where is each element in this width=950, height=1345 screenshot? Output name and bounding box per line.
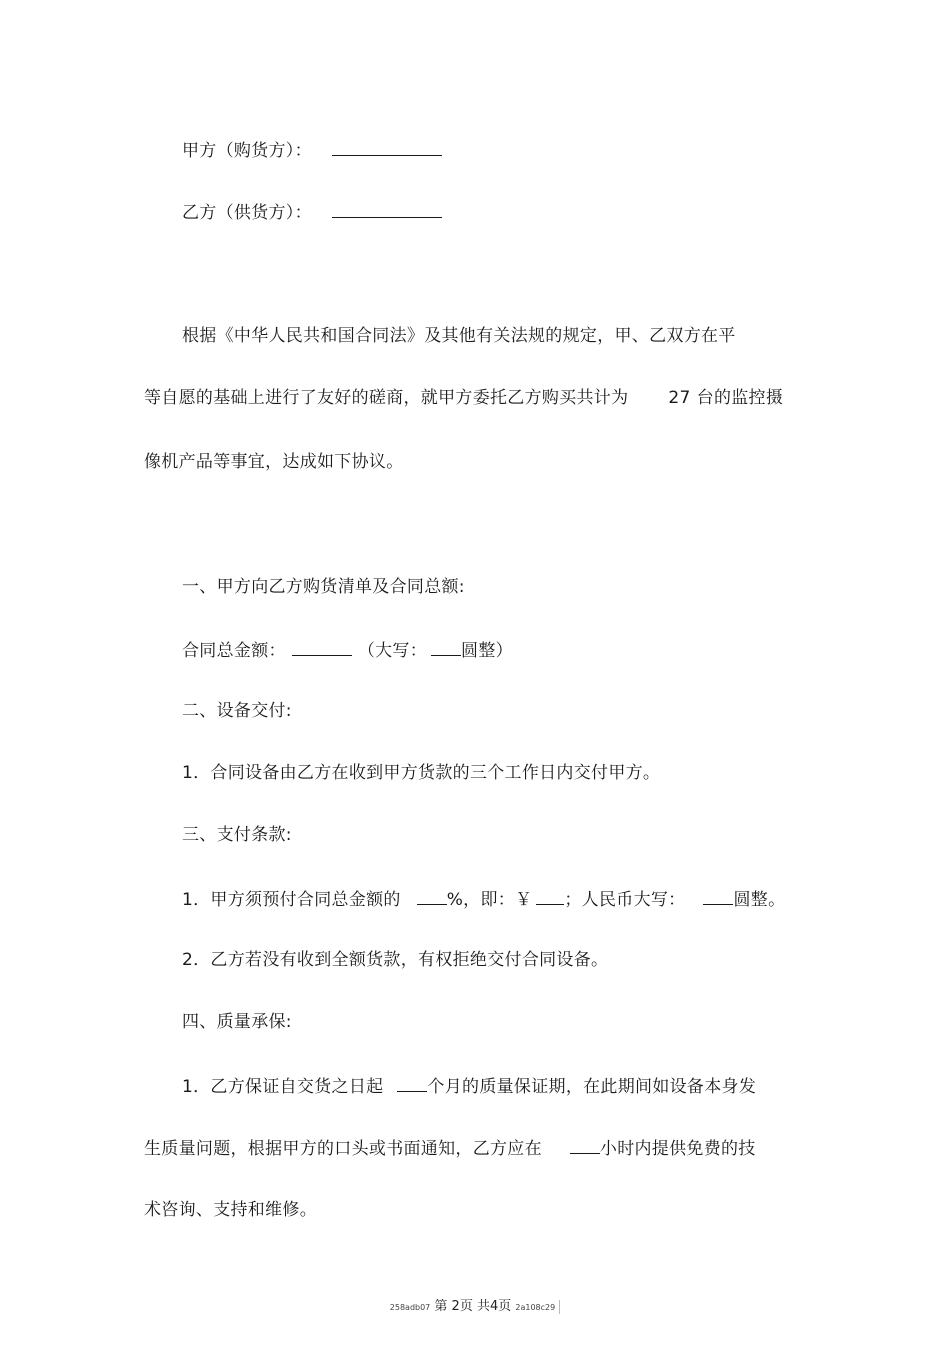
section-4-item-1 bbox=[182, 1073, 756, 1099]
prepay-amount-blank bbox=[536, 886, 564, 905]
warranty-months-blank bbox=[397, 1073, 427, 1092]
response-hours-blank bbox=[570, 1135, 600, 1154]
section-2-item-1: 1．合同设备由乙方在收到甲方货款的三个工作日内交付甲方。 bbox=[182, 763, 661, 783]
prepay-upper-label: ；人民币大写： bbox=[564, 890, 686, 910]
prepay-label: 1．甲方须预付合同总金额的 bbox=[182, 890, 401, 910]
party-b-line bbox=[182, 199, 442, 225]
footer-divider bbox=[559, 1300, 560, 1314]
section-3-item-2: 2．乙方若没有收到全额货款，有权拒绝交付合同设备。 bbox=[182, 950, 609, 970]
page-number: 第 2页 共4页 bbox=[434, 1299, 512, 1314]
prepay-upper-blank bbox=[703, 886, 733, 905]
intro-line-2-text: 等自愿的基础上进行了友好的磋商，就甲方委托乙方购买共计为 bbox=[144, 388, 629, 408]
party-b-blank bbox=[332, 199, 442, 218]
prepay-upper-close: 圆整。 bbox=[733, 890, 786, 910]
contract-total-label: 合同总金额： bbox=[182, 641, 286, 661]
response-label: 生质量问题，根据甲方的口头或书面通知，乙方应在 bbox=[144, 1139, 542, 1159]
warranty-label: 1．乙方保证自交货之日起 bbox=[182, 1077, 384, 1097]
contract-total-blank bbox=[292, 637, 352, 656]
section-4-line-3: 术咨询、支持和维修。 bbox=[144, 1200, 317, 1220]
party-b-label: 乙方（供货方）： bbox=[182, 203, 312, 223]
party-a-blank bbox=[332, 137, 442, 156]
response-tail: 小时内提供免费的技 bbox=[599, 1139, 756, 1159]
prepay-percent-blank bbox=[417, 886, 447, 905]
section-2-title: 二、设备交付: bbox=[182, 701, 292, 721]
intro-line-1: 根据《中华人民共和国合同法》及其他有关法规的规定，甲、乙双方在平 bbox=[182, 326, 736, 346]
intro-line-3: 像机产品等事宜，达成如下协议。 bbox=[144, 452, 404, 472]
page-footer bbox=[0, 1295, 950, 1314]
section-4-title: 四、质量承保: bbox=[182, 1012, 292, 1032]
prepay-yuan-label: %，即：￥ bbox=[446, 890, 533, 910]
footer-code-left: 258adb07 bbox=[389, 1303, 431, 1312]
contract-upper-blank bbox=[431, 637, 461, 656]
camera-count: 27 bbox=[668, 388, 691, 408]
warranty-tail: 个月的质量保证期，在此期间如设备本身发 bbox=[427, 1077, 757, 1097]
section-3-title: 三、支付条款: bbox=[182, 825, 292, 845]
section-4-line-2 bbox=[144, 1135, 756, 1161]
party-a-label: 甲方（购货方）： bbox=[182, 141, 312, 161]
section-1-title: 一、甲方向乙方购货清单及合同总额: bbox=[182, 577, 465, 597]
intro-line-2 bbox=[144, 386, 783, 410]
intro-line-2-tail: 台的监控摄 bbox=[696, 388, 784, 408]
contract-upper-open: （大写： bbox=[357, 641, 428, 661]
section-3-item-1 bbox=[182, 886, 785, 912]
contract-total-line bbox=[182, 637, 513, 663]
contract-upper-close: 圆整） bbox=[461, 641, 513, 661]
footer-code-right: 2a108c29 bbox=[515, 1303, 556, 1312]
party-a-line bbox=[182, 137, 442, 163]
